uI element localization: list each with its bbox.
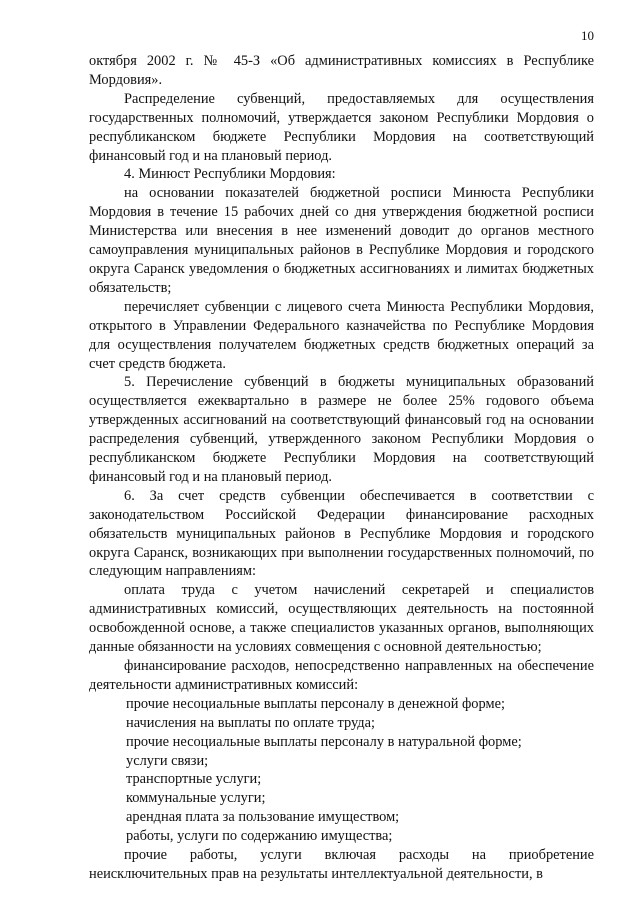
- list-item: коммунальные услуги;: [126, 790, 266, 807]
- list-item: работы, услуги по содержанию имущества;: [126, 828, 393, 845]
- paragraph-other-works: прочие работы, услуги включая расходы на приобретение неисключительных прав на результаты интеллектуальной деятельности, в: [89, 847, 594, 882]
- paragraph-financing-expenses: финансирование расходов, непосредственно направленных на обеспечение деятельности административных комиссий:: [89, 658, 594, 693]
- page-number: 10: [581, 28, 594, 43]
- paragraph-salary-payment: оплата труда с учетом начислений секретарей и специалистов административных комиссий, осуществляющих деятельность на постоянной освобожденной основе, а также специалистов указанных органов, выполняющих данные обязанности на условиях совмещения с основной деятельностью;: [89, 582, 594, 656]
- list-item: транспортные услуги;: [126, 771, 262, 788]
- list-item: прочие несоциальные выплаты персоналу в натуральной форме;: [126, 733, 522, 750]
- paragraph-transfer-subventions: перечисляет субвенции с лицевого счета Минюста Республики Мордовия, открытого в Управлении Федерального казначейства по Республике Мордовия для осуществления получателем бюджетных средств бюджетных операций за счет средств бюджета.: [89, 298, 594, 372]
- paragraph-continuation: октября 2002 г. № 45-З «Об административных комиссиях в Республике Мордовия».: [89, 53, 594, 88]
- list-item: прочие несоциальные выплаты персоналу в денежной форме;: [126, 695, 505, 712]
- paragraph-budget-notification: на основании показателей бюджетной росписи Минюста Республики Мордовия в течение 15 рабочих дней со дня утверждения бюджетной росписи Министерства или внесения в нее изменений доводит до органов местного самоуправления муниципальных районов в Республике Мордовия и городского округа Саранск уведомления о бюджетных ассигнованиях и лимитах бюджетных обязательств;: [89, 185, 594, 296]
- paragraph-section-6: 6. За счет средств субвенции обеспечивается в соответствии с законодательством Российской Федерации финансирование расходных обязательств муниципальных районов в Республике Мордовия и городского округа Саранск, возникающих при выполнении государственных полномочий, по следующим направлениям:: [89, 487, 594, 580]
- paragraph-section-4-heading: 4. Минюст Республики Мордовия:: [124, 166, 336, 183]
- list-item: услуги связи;: [126, 752, 209, 769]
- list-item: начисления на выплаты по оплате труда;: [126, 714, 375, 731]
- paragraph-section-5: 5. Перечисление субвенций в бюджеты муниципальных образований осуществляется ежеквартально в размере не более 25% годового объема утвержденных ассигнований на соответствующий финансовый год на основании распределения субвенций, утвержденного законом Республики Мордовия о республиканском бюджете Республики Мордовия на соответствующий финансовый год и на плановый период.: [89, 374, 594, 485]
- paragraph-subvention-distribution: Распределение субвенций, предоставляемых для осуществления государственных полномочий, утверждается законом Республики Мордовия о республиканском бюджете Республики Мордовия на соответствующий финансовый год и на плановый период.: [89, 90, 594, 164]
- document-body: [89, 52, 594, 884]
- list-item: арендная плата за пользование имуществом;: [126, 809, 400, 826]
